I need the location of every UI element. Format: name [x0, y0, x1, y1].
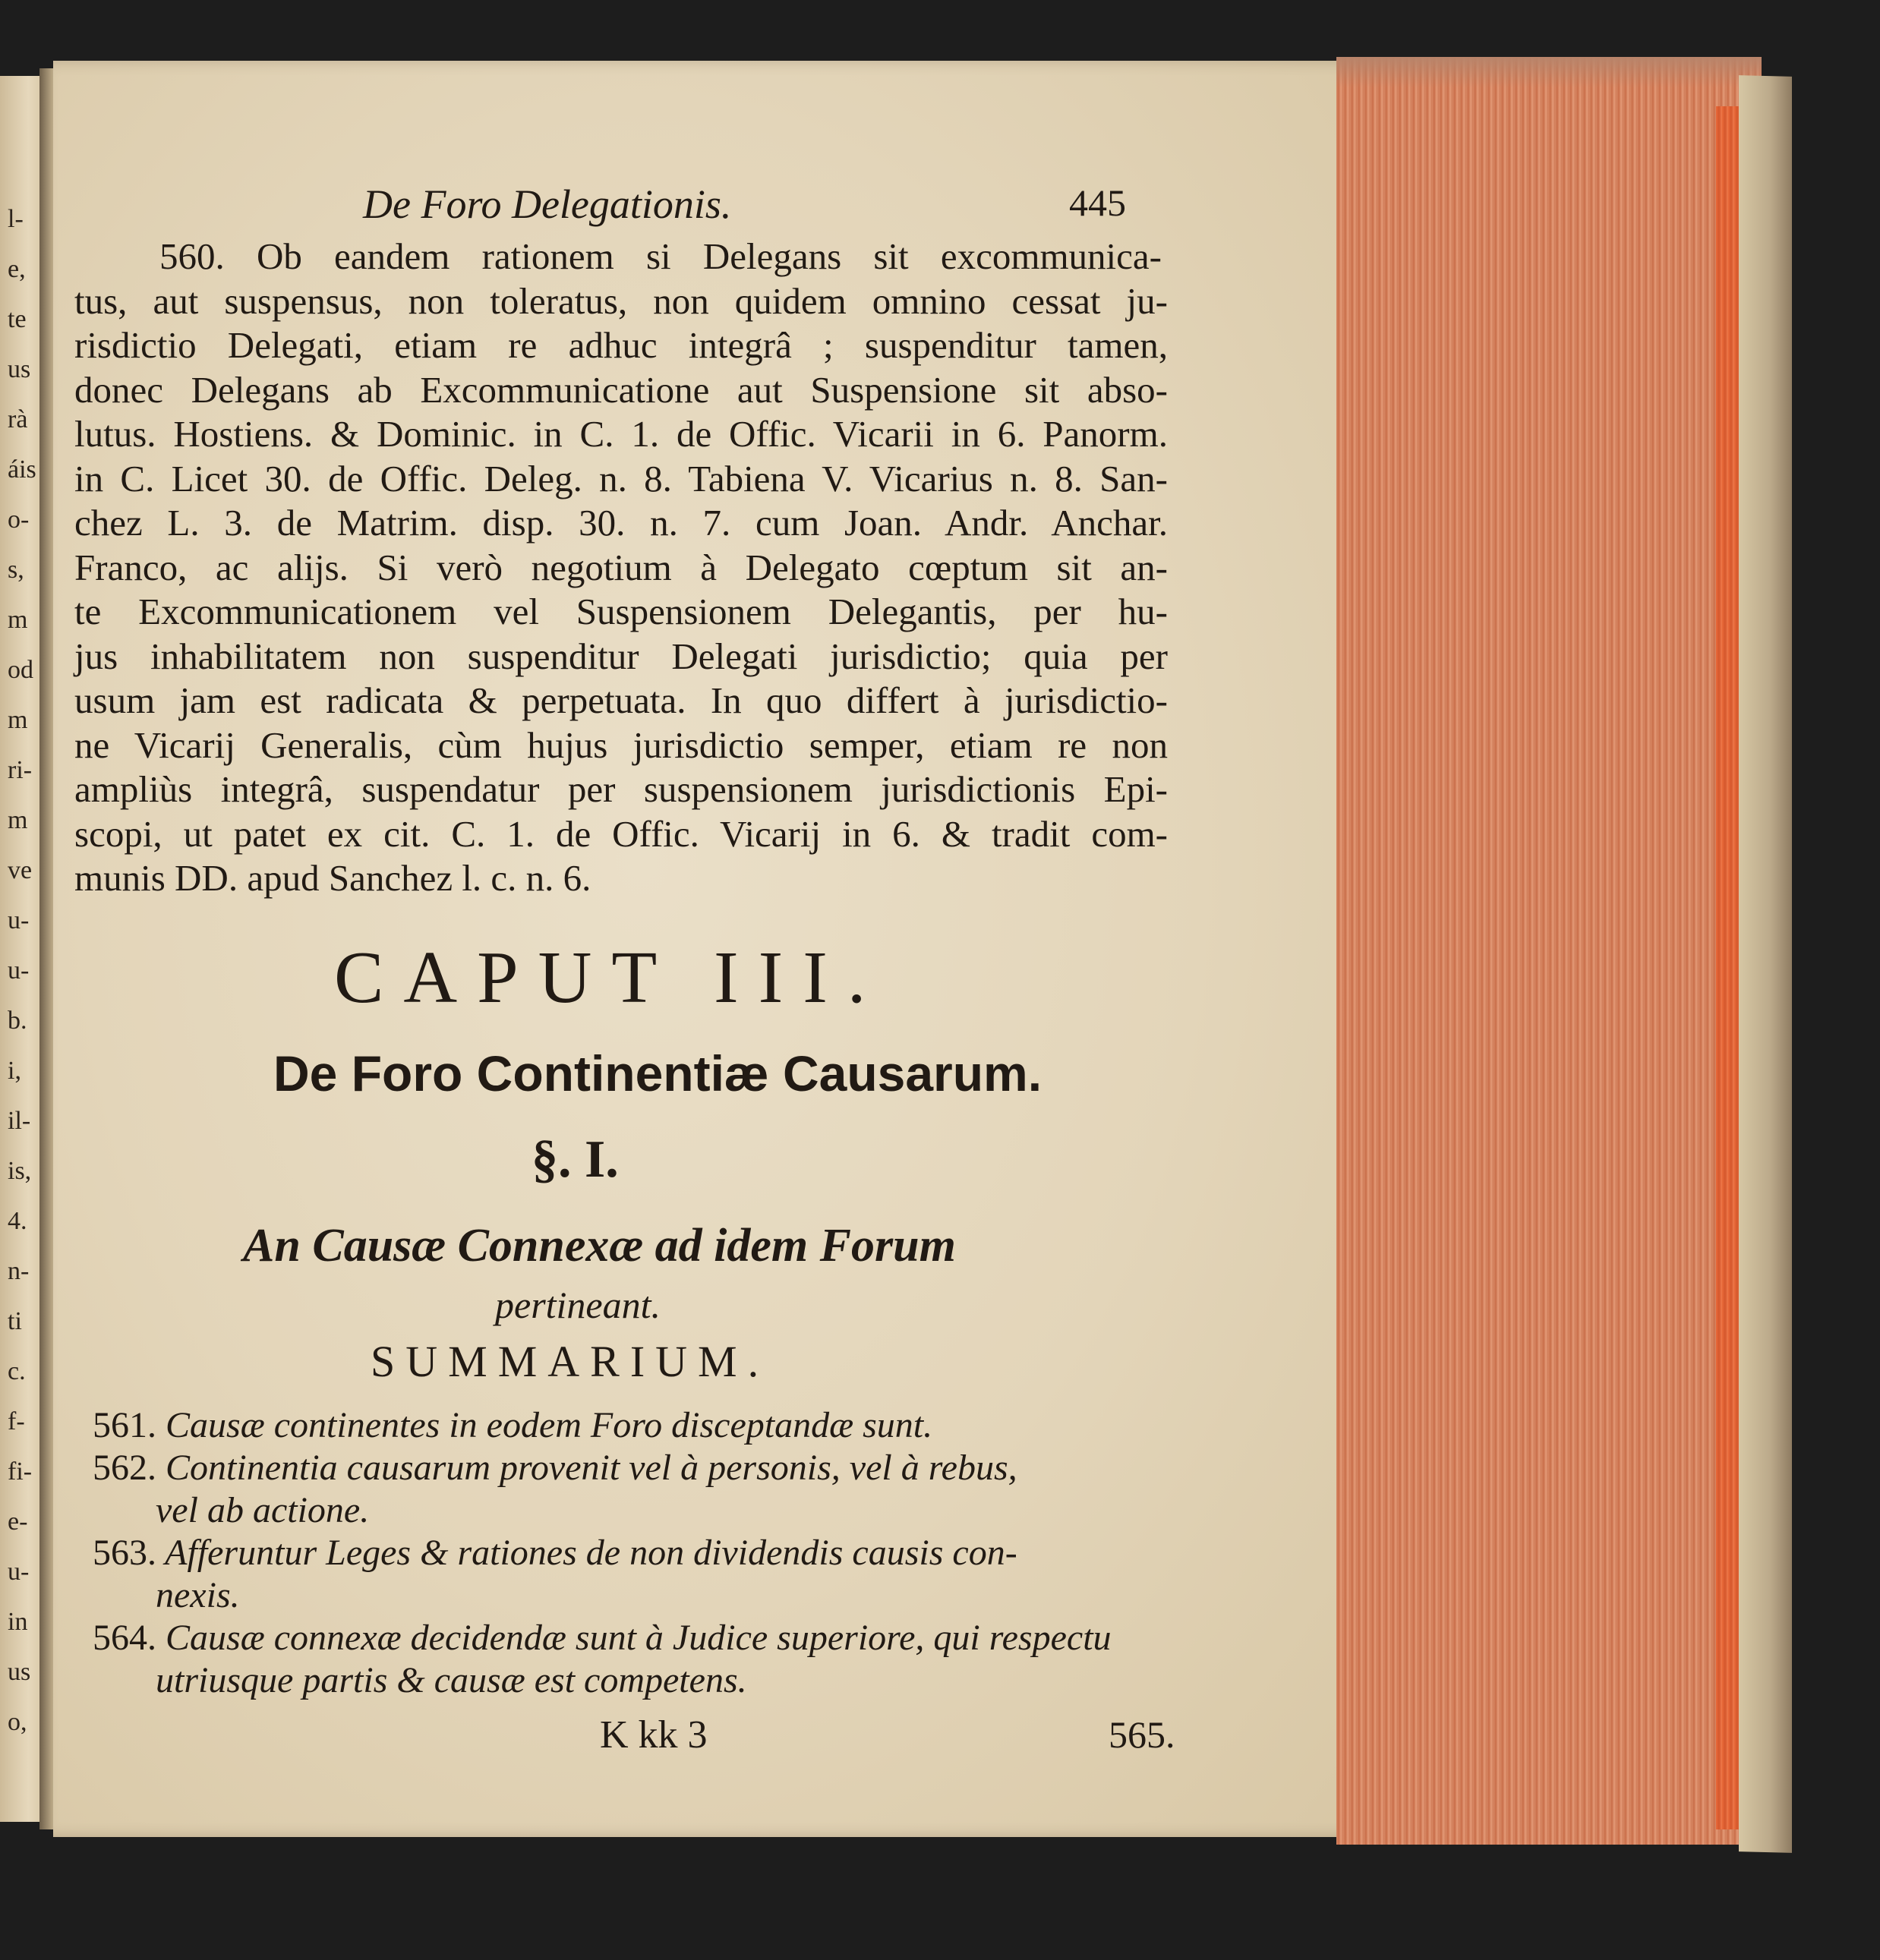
left-page-fragment: o,: [8, 1708, 27, 1736]
left-page-fragment: m: [8, 606, 28, 634]
body-line: munis DD. apud Sanchez l. c. n. 6.: [74, 857, 591, 899]
body-line: risdictio Delegati, etiam re adhuc integrâ ; suspenditur tamen,: [74, 324, 1168, 366]
page-number: 445: [1069, 181, 1126, 224]
body-line: in C. Licet 30. de Offic. Deleg. n. 8. Tabiena V. Vicarius n. 8. San-: [74, 457, 1168, 499]
left-page-fragment: o-: [8, 506, 30, 534]
left-page-fragment: us: [8, 355, 31, 383]
left-page-fragment: rà: [8, 405, 28, 433]
body-line: tus, aut suspensus, non toleratus, non quidem omnino cessat ju-: [74, 279, 1168, 322]
summary-text: Causæ continentes in eodem Foro disceptandæ sunt.: [156, 1405, 933, 1445]
body-line: donec Delegans ab Excommunicatione aut Suspensione sit abso-: [74, 368, 1168, 411]
body-line: lutus. Hostiens. & Dominic. in C. 1. de Offic. Vicarii in 6. Panorm.: [74, 413, 1168, 455]
left-page-fragment: od: [8, 656, 33, 684]
left-page-fragment: áis: [8, 455, 36, 484]
summary-heading: SUMMARIUM.: [371, 1337, 770, 1386]
summary-line: [93, 1617, 1112, 1659]
left-page-fragment: n-: [8, 1257, 30, 1285]
body-line: scopi, ut patet ex cit. C. 1. de Offic. Vicarij in 6. & tradit com-: [74, 812, 1168, 855]
body-line: 560. Ob eandem rationem si Delegans sit excommunica-: [159, 235, 1162, 277]
left-page-fragment: 4.: [8, 1207, 27, 1235]
left-page-fragment: in: [8, 1608, 28, 1636]
section-title-line2: pertineant.: [495, 1284, 661, 1326]
summary-line: [156, 1574, 240, 1616]
left-page-fragment: i,: [8, 1057, 21, 1085]
left-page-fragment: ti: [8, 1307, 22, 1335]
left-page-fragment: e,: [8, 255, 26, 283]
left-page-fragment: fi-: [8, 1457, 33, 1486]
chapter-heading: CAPUT III.: [334, 937, 886, 1019]
summary-line: [156, 1489, 369, 1531]
left-page-fragment: l-: [8, 205, 24, 233]
left-page-fragment: u-: [8, 956, 30, 985]
body-line: ampliùs integrâ, suspendatur per suspensionem jurisdictionis Epi-: [74, 768, 1168, 810]
left-page-fragment: is,: [8, 1157, 32, 1185]
left-page-fragment: c.: [8, 1357, 26, 1385]
summary-text: Afferuntur Leges & rationes de non dividendis causis con-: [156, 1533, 1017, 1573]
running-title: De Foro Delegationis.: [363, 181, 732, 227]
summary-text: Continentia causarum provenit vel à personis, vel à rebus,: [156, 1448, 1017, 1488]
left-page-fragment: m: [8, 806, 28, 834]
body-line: ne Vicarij Generalis, cùm hujus jurisdictio semper, etiam re non: [74, 723, 1168, 766]
summary-number: 563.: [93, 1533, 156, 1573]
summary-number: 562.: [93, 1448, 156, 1488]
left-page-fragment: m: [8, 706, 28, 734]
body-line: usum jam est radicata & perpetuata. In quo differt à jurisdictio-: [74, 679, 1168, 721]
left-page-fragment: e-: [8, 1508, 28, 1536]
left-page-fragment: u-: [8, 1558, 30, 1586]
summary-text: vel ab actione.: [156, 1490, 370, 1530]
summary-line: [93, 1447, 1017, 1489]
chapter-subtitle: De Foro Continentiæ Causarum.: [273, 1045, 1043, 1101]
left-page-fragment: f-: [8, 1407, 25, 1435]
summary-text: utriusque partis & causæ est competens.: [156, 1660, 747, 1700]
left-page-fragment: te: [8, 305, 27, 333]
summary-number: 561.: [93, 1405, 156, 1445]
body-line: chez L. 3. de Matrim. disp. 30. n. 7. cum Joan. Andr. Anchar.: [74, 502, 1168, 544]
summary-text: nexis.: [156, 1575, 240, 1615]
summary-text: Causæ connexæ decidendæ sunt à Judice superiore, qui respectu: [156, 1618, 1112, 1658]
left-page-fragment: il-: [8, 1107, 31, 1135]
catchword: 565.: [1109, 1713, 1175, 1756]
section-mark: §. I.: [532, 1130, 619, 1189]
section-title-line1: An Causæ Connexæ ad idem Forum: [243, 1220, 956, 1271]
left-page-fragment: u-: [8, 906, 30, 934]
summary-line: [156, 1659, 747, 1701]
left-page-fragment: ve: [8, 856, 33, 884]
body-line: te Excommunicationem vel Suspensionem Delegantis, per hu-: [74, 591, 1168, 632]
summary-line: [93, 1532, 1017, 1574]
left-page-fragment: us: [8, 1658, 31, 1686]
signature-mark: K kk 3: [600, 1713, 708, 1757]
left-page-fragment: b.: [8, 1007, 27, 1035]
body-line: jus inhabilitatem non suspenditur Delegati jurisdictio; quia per: [74, 635, 1168, 677]
summary-number: 564.: [93, 1618, 156, 1658]
left-page-fragment: ri-: [8, 756, 33, 784]
left-page-fragment: s,: [8, 556, 24, 584]
body-line: Franco, ac alijs. Si verò negotium à Delegato cœptum sit an-: [74, 546, 1168, 588]
summary-line: [93, 1404, 932, 1446]
